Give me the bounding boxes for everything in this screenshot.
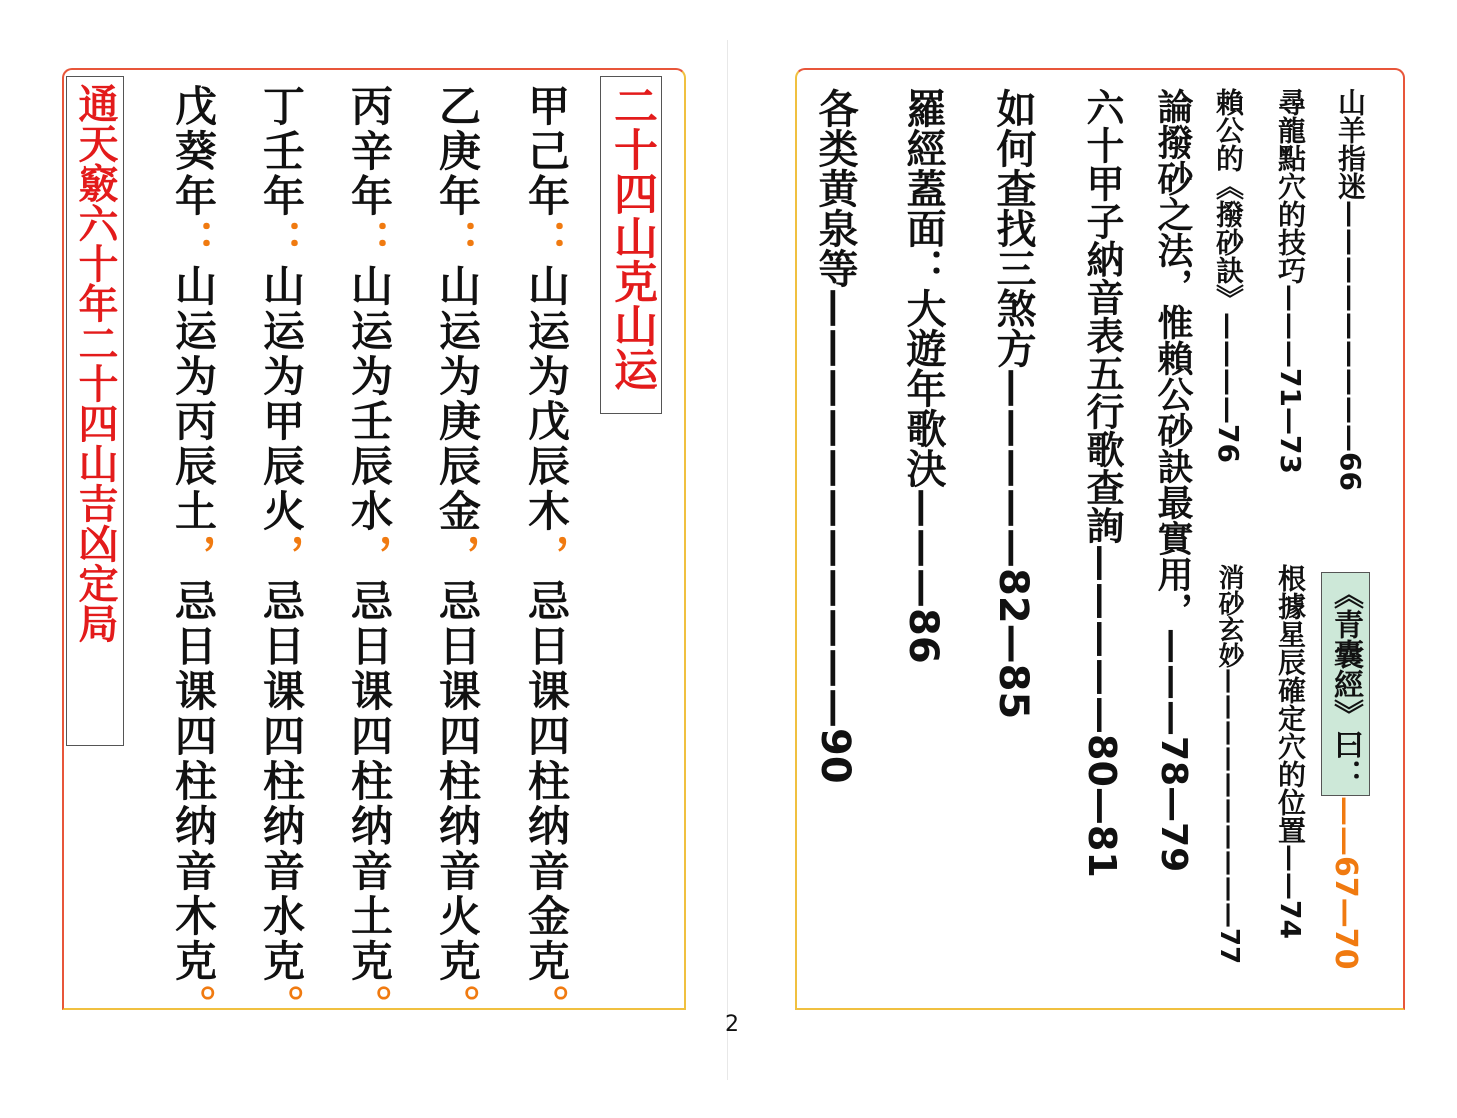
toc-leader: ————— (990, 368, 1037, 568)
toc-entry-title: 根據星辰確定穴的位置 (1274, 564, 1307, 844)
comma-mark: ， (522, 534, 571, 579)
toc-leader: —— (1328, 796, 1363, 856)
toc-entry (1152, 88, 1194, 873)
toc-entry (990, 88, 1037, 720)
colon-mark: ： (345, 219, 394, 264)
title-text: 二十四山克山运 (606, 83, 657, 391)
toc-leader: ————————— (1334, 200, 1367, 452)
toc-entry (1274, 88, 1307, 474)
toc-leader: ————— (1080, 544, 1125, 734)
toc-entry (1328, 572, 1363, 970)
comma-mark: ， (433, 534, 482, 579)
period-mark: 。 (433, 984, 482, 1029)
page-number: 2 (725, 1012, 739, 1037)
column-body: 山运为戊辰木 (522, 264, 571, 534)
toc-entry (900, 88, 947, 664)
toc-leader: ——— (1274, 284, 1307, 368)
text-column (257, 84, 306, 1029)
column-tail: 忌日课四柱纳音火克 (433, 579, 482, 984)
toc-page-number: 74 (1274, 900, 1307, 939)
comma-mark: ， (257, 534, 306, 579)
column-body: 山运为丙辰土 (169, 264, 218, 534)
toc-page-number: 71—73 (1274, 368, 1307, 474)
toc-entry-title: 《青囊經》曰： (1321, 572, 1370, 796)
toc-entry (1274, 564, 1307, 939)
comma-mark: ， (169, 534, 218, 579)
toc-entry-title: 論撥砂之法，惟賴公砂訣最實用， (1152, 88, 1194, 628)
toc-leader: ——————————— (812, 288, 859, 728)
toc-entry (1334, 88, 1367, 491)
toc-entry-title: 賴公的《撥砂訣》 (1212, 88, 1245, 312)
left-page-title (600, 76, 662, 414)
column-tail: 忌日课四柱纳音水克 (257, 579, 306, 984)
column-body: 山运为壬辰水 (345, 264, 394, 534)
column-head: 丁壬年 (257, 84, 306, 219)
text-column (522, 84, 571, 1029)
toc-page-number: 80—81 (1080, 734, 1124, 878)
toc-entry-title: 六十甲子納音表五行歌查詢 (1080, 88, 1125, 544)
column-head: 丙辛年 (345, 84, 394, 219)
column-tail: 忌日课四柱纳音土克 (345, 579, 394, 984)
toc-page-number: 86 (900, 608, 946, 664)
period-mark: 。 (522, 984, 571, 1029)
toc-entry-title: 如何查找三煞方 (990, 88, 1037, 368)
toc-page-number: 82—85 (990, 568, 1036, 720)
colon-mark: ： (257, 219, 306, 264)
toc-page-number: 90 (812, 728, 858, 784)
colon-mark: ： (433, 219, 482, 264)
toc-entry (812, 88, 859, 784)
toc-entry (1212, 88, 1245, 463)
toc-page-number: 66 (1334, 452, 1367, 491)
left-page-side-title (66, 76, 124, 746)
side-title-text: 通天竅六十年二十四山吉凶定局 (72, 83, 119, 643)
column-body: 山运为甲辰火 (257, 264, 306, 534)
toc-entry-title: 消砂玄妙 (1214, 564, 1244, 668)
toc-page-number: 67—70 (1328, 856, 1363, 970)
column-head: 乙庚年 (433, 84, 482, 219)
column-tail: 忌日课四柱纳音金克 (522, 579, 571, 984)
toc-page-number: 78—79 (1153, 736, 1194, 873)
toc-leader: —————————— (1214, 668, 1244, 928)
page-gutter (727, 40, 728, 1080)
toc-page-number: 76 (1212, 424, 1245, 463)
toc-entry-title: 山羊指迷 (1334, 88, 1367, 200)
period-mark: 。 (257, 984, 306, 1029)
period-mark: 。 (345, 984, 394, 1029)
period-mark: 。 (169, 984, 218, 1029)
comma-mark: ， (345, 534, 394, 579)
toc-entry-title: 各类黄泉等 (812, 88, 859, 288)
toc-leader: ——— (1152, 628, 1194, 736)
toc-entry-title: 尋龍點穴的技巧 (1274, 88, 1307, 284)
colon-mark: ： (169, 219, 218, 264)
toc-leader: ———— (1212, 312, 1245, 424)
toc-entry (1216, 564, 1242, 964)
toc-leader: —— (1274, 844, 1307, 900)
toc-page-number: 77 (1214, 928, 1244, 965)
text-column (345, 84, 394, 1029)
text-column (433, 84, 482, 1029)
colon-mark: ： (522, 219, 571, 264)
toc-entry (1080, 88, 1125, 878)
toc-entry-title: 羅經蓋面：大遊年歌決 (900, 88, 947, 488)
toc-leader: ——— (900, 488, 947, 608)
column-head: 戊葵年 (169, 84, 218, 219)
column-head: 甲己年 (522, 84, 571, 219)
column-tail: 忌日课四柱纳音木克 (169, 579, 218, 984)
text-column (169, 84, 218, 1029)
column-body: 山运为庚辰金 (433, 264, 482, 534)
